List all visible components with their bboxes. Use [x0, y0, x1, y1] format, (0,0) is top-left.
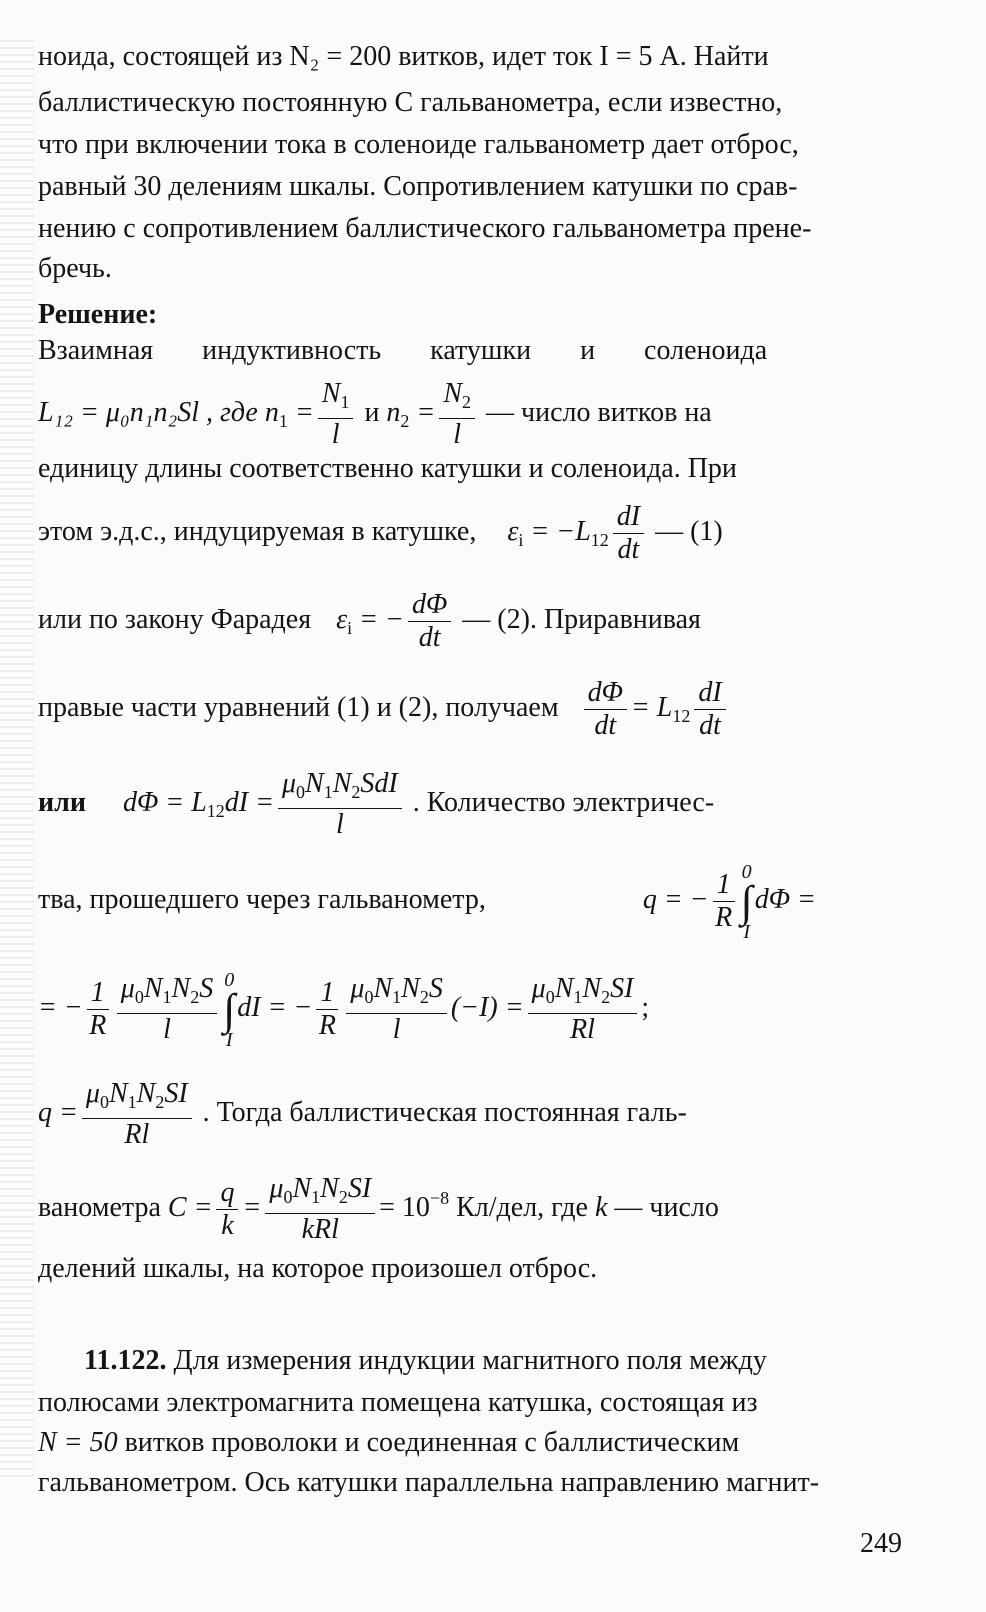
right-parts-text: правые части уравнений (1) и (2), получаем	[38, 692, 559, 723]
problem-line-1: ноида, состоящей из N₂ = 200 витков, идет ток I = 5 А. Найти	[38, 41, 769, 72]
solution-line-2: L₁₂ = μ₀n₁n₂Sl , где $n_1$ = $\frac{N_1}{l}$ и $n_2$ = $\frac{N_2}{l}$ — число витков на	[38, 378, 712, 450]
problem-line-6: бречь.	[38, 253, 112, 284]
solution-line-7: или $d\Phi = L_{12}dI$ = $\frac{\mu_0N_1N_2SdI}{l}$ . Количество электричес-	[38, 768, 715, 840]
solution-line-10: q = $\frac{\mu_0N_1N_2SI}{Rl}$ . Тогда баллистическая постоянная галь-	[38, 1078, 687, 1150]
or-word: или	[38, 786, 86, 818]
solution-line-4: этом э.д.с., индуцируемая в катушке, $\varepsilon_i = -L_{12}$ $\frac{dI}{dt}$ — (1)	[38, 501, 723, 566]
page-number: 249	[860, 1528, 902, 1559]
next-problem-text-3: витков проволоки и соединенная с баллистическим	[124, 1427, 740, 1458]
scan-margin-noise	[0, 40, 34, 1480]
next-problem-line-3	[38, 1426, 918, 1460]
solution-line-9: = − $\frac{1}{R}$ $\frac{\mu_0N_1N_2S}{l}$ 0 ∫ I dI = − $\frac{1}{R}$ $\frac{\mu_0N_1N_2S}{l}$ (−I) = $\frac{\mu_0N_1N_2SI}{Rl}$ ;	[38, 968, 650, 1051]
problem-number: 11.122.	[84, 1345, 167, 1376]
ballistic-constant-text: . Тогда баллистическая постоянная галь-	[202, 1096, 687, 1128]
dI-dt-fraction: $\frac{dI}{dt}$	[613, 501, 644, 566]
equation-2-label: — (2). Приравнивая	[462, 604, 701, 635]
solution-heading: Решение:	[38, 299, 158, 330]
next-problem-line-1	[38, 1344, 918, 1378]
charge-intro-text: . Количество электричес-	[412, 786, 715, 818]
n1-fraction: $\frac{N_1}{l}$	[318, 378, 354, 451]
turns-per-length-text: — число витков на	[486, 396, 712, 428]
galvanometer-text: тва, прошедшего через гальванометр,	[38, 884, 486, 915]
next-problem-line-2: полюсами электромагнита помещена катушка, состоящая из	[38, 1387, 758, 1418]
n2-fraction: $\frac{N_2}{l}$	[439, 378, 475, 451]
equation-1-label: — (1)	[655, 516, 723, 547]
solution-line-12: делений шкалы, на которое произошел отброс.	[38, 1253, 598, 1284]
and-word: и	[364, 396, 380, 428]
next-problem-line-4: гальванометром. Ось катушки параллельна направлению магнит-	[38, 1467, 820, 1498]
emf-text: этом э.д.с., индуцируемая в катушке,	[38, 516, 477, 547]
solution-line-8: тва, прошедшего через гальванометр, q = − $\frac{1}{R}$ 0 ∫ I dΦ =	[38, 860, 816, 943]
mutual-inductance-formula: L₁₂ = μ₀n₁n₂Sl , где	[38, 396, 258, 428]
galvanometer-word: ванометра	[38, 1192, 161, 1223]
faraday-text: или по закону Фарадея	[38, 604, 312, 635]
solution-line-3: единицу длины соответственно катушки и соленоида. При	[38, 453, 737, 484]
number-text: — число	[614, 1192, 719, 1223]
problem-line-5: нению с сопротивлением баллистического гальванометра прене-	[38, 213, 812, 244]
units-text: Кл/дел, где	[456, 1192, 588, 1223]
solution-line-6: правые части уравнений (1) и (2), получаем $\frac{d\Phi}{dt}$ = $L_{12}$ $\frac{dI}{dt}$	[38, 676, 918, 748]
problem-line-3: что при включении тока в соленоиде гальванометр дает отброс,	[38, 129, 799, 160]
problem-line-4: равный 30 делениям шкалы. Сопротивлением катушки по срав-	[38, 171, 798, 202]
problem-line-2: баллистическую постоянную C гальванометра, если известно,	[38, 87, 783, 118]
solution-line-5: или по закону Фарадея $\varepsilon_i$ = − $\frac{d\Phi}{dt}$ — (2). Приравнивая	[38, 589, 701, 654]
dPhi-dt-fraction: $\frac{d\Phi}{dt}$	[408, 589, 451, 654]
turns-count: N = 50	[38, 1427, 118, 1458]
solution-line-11: ванометра C = $\frac{q}{k}$ = $\frac{\mu_0N_1N_2SI}{\text{kRl}}$ = $10^{-8}$ Кл/дел, где k — число	[38, 1173, 719, 1246]
solution-line-1: Взаимная индуктивность катушки и соленоида	[38, 335, 768, 366]
next-problem-text-1: Для измерения индукции магнитного поля между	[173, 1345, 767, 1376]
